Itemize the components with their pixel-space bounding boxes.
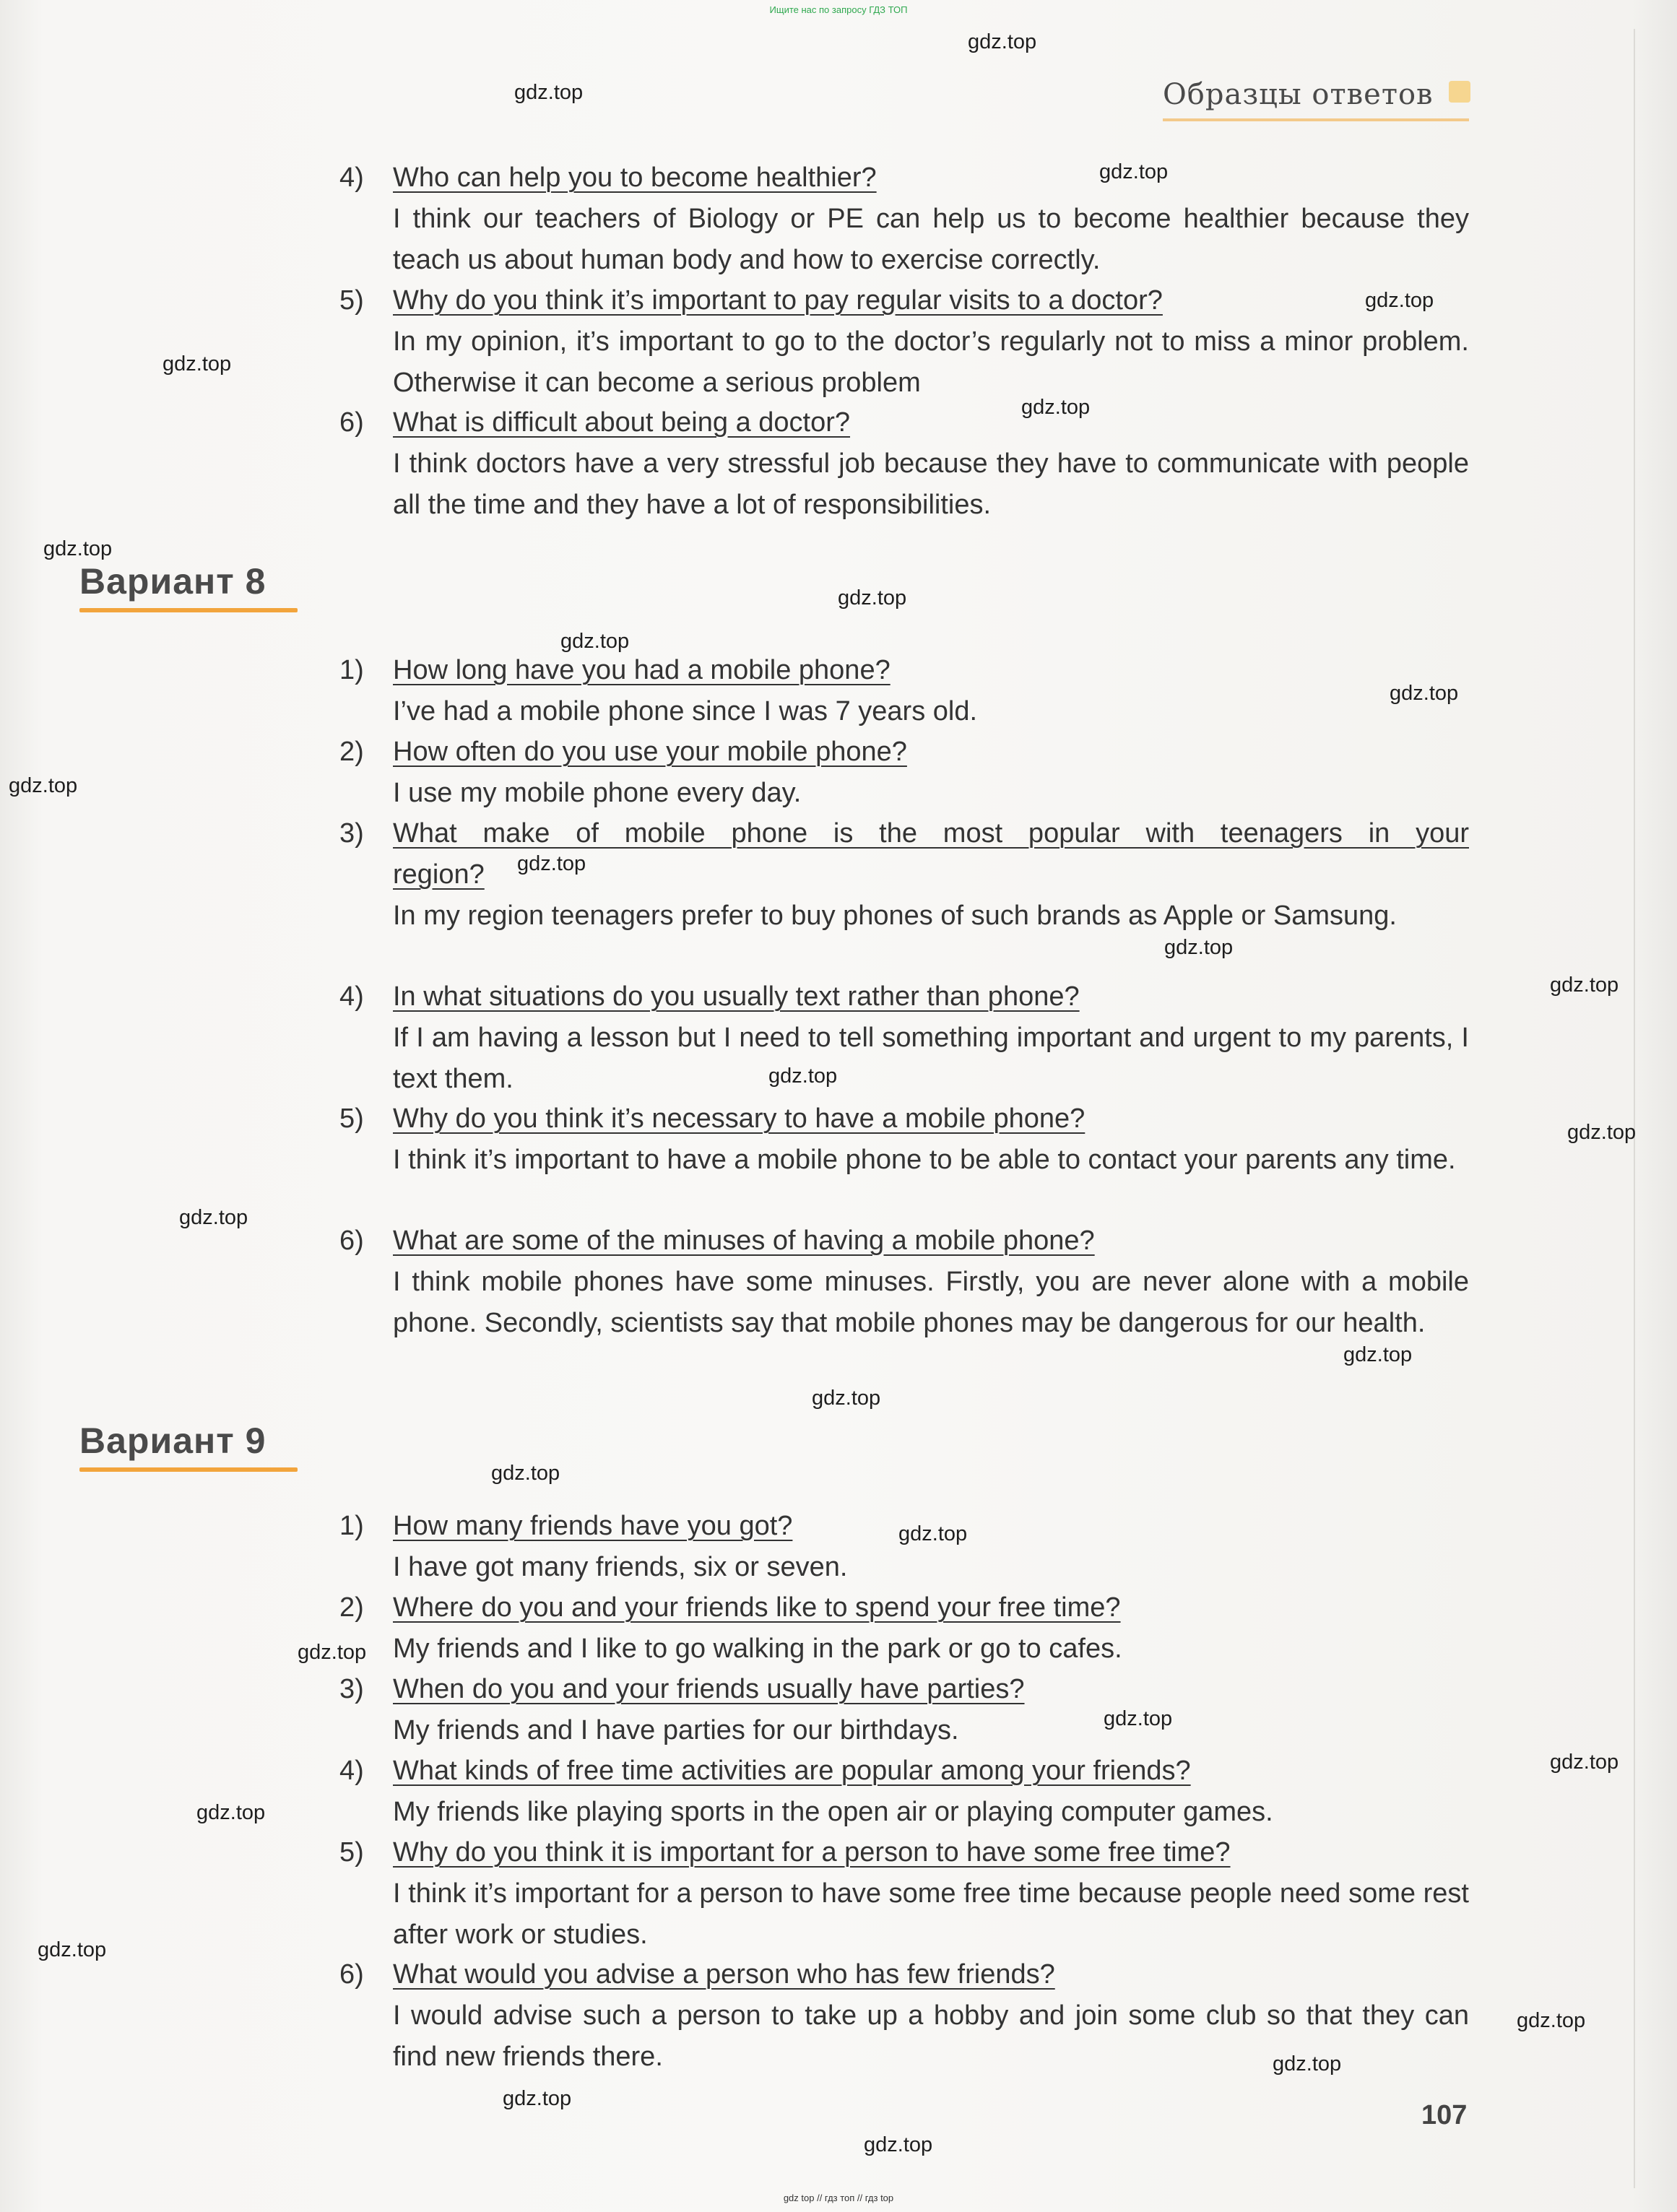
question: How many friends have you got?	[393, 1511, 793, 1541]
answer: My friends and I have parties for our birthdays.	[393, 1715, 959, 1745]
answer: I think it’s important to have a mobile phone to be able to contact your parents any time.	[393, 1145, 1456, 1175]
answer: I use my mobile phone every day.	[393, 778, 802, 808]
question: Who can help you to become healthier?	[393, 162, 877, 193]
answer: I’ve had a mobile phone since I was 7 years old.	[393, 696, 978, 727]
answer: In my opinion, it’s important to go to the doctor’s regularly not to miss a minor problem. Otherwise it can become a serious problem	[393, 326, 1469, 398]
watermark: gdz.top	[503, 2087, 572, 2110]
question: What make of mobile phone is the most popular with teenagers in your	[393, 818, 1469, 849]
watermark: gdz.top	[179, 1206, 248, 1229]
watermark: gdz.top	[9, 774, 78, 797]
item-number: 2)	[339, 737, 364, 767]
watermark: gdz.top	[560, 630, 630, 653]
watermark: gdz.top	[838, 586, 907, 610]
section-title-text: Вариант 9	[79, 1421, 266, 1461]
section-title-text: Вариант 8	[79, 561, 266, 602]
watermark: gdz.top	[1273, 2052, 1342, 2076]
answer: In my region teenagers prefer to buy phones of such brands as Apple or Samsung.	[393, 901, 1397, 931]
item-number: 1)	[339, 655, 364, 685]
answer: I think doctors have a very stressful job because they have to communicate with people all the time and they have a lot of responsibilities.	[393, 448, 1469, 520]
watermark: gdz.top	[517, 852, 586, 875]
answer: I have got many friends, six or seven.	[393, 1552, 848, 1582]
header-color-mark	[1449, 81, 1470, 103]
watermark: gdz.top	[38, 1938, 107, 1961]
answer: I think it’s important for a person to have some free time because people need some rest after work or studies.	[393, 1878, 1469, 1950]
item-number: 4)	[339, 162, 364, 193]
top-search-note: Ищите нас по запросу ГДЗ ТОП	[769, 4, 908, 15]
item-number: 5)	[339, 285, 364, 316]
page-edge-line	[1634, 29, 1635, 2188]
watermark: gdz.top	[298, 1641, 367, 1664]
watermark: gdz.top	[1099, 160, 1169, 183]
question: How long have you had a mobile phone?	[393, 655, 890, 685]
item-number: 5)	[339, 1103, 364, 1134]
watermark: gdz.top	[1104, 1707, 1173, 1730]
bottom-note: gdz top // гдз топ // гдз top	[783, 2193, 894, 2203]
watermark: gdz.top	[812, 1387, 881, 1410]
answer: My friends and I like to go walking in the park or go to cafes.	[393, 1634, 1122, 1664]
page-number: 107	[1421, 2100, 1468, 2130]
item-number: 4)	[339, 1756, 364, 1786]
question: In what situations do you usually text rather than phone?	[393, 981, 1080, 1012]
section-title-variant-8	[79, 560, 266, 602]
item-number: 6)	[339, 407, 364, 438]
section-title-underline	[79, 1467, 298, 1472]
item-number: 6)	[339, 1226, 364, 1256]
item-number: 2)	[339, 1592, 364, 1623]
question: What is difficult about being a doctor?	[393, 407, 851, 438]
answer: If I am having a lesson but I need to tell something important and urgent to my parents, I text them.	[393, 1023, 1469, 1094]
watermark: gdz.top	[1517, 2009, 1586, 2032]
question: What would you advise a person who has few friends?	[393, 1959, 1055, 1990]
answer: I think our teachers of Biology or PE can help us to become healthier because they teach us about human body and how to exercise correctly.	[393, 204, 1469, 275]
question: Why do you think it is important for a person to have some free time?	[393, 1837, 1231, 1868]
header-title: Образцы ответов	[1163, 78, 1434, 111]
watermark: gdz.top	[1550, 973, 1619, 997]
watermark: gdz.top	[1390, 682, 1459, 705]
watermark: gdz.top	[864, 2133, 933, 2156]
item-number: 5)	[339, 1837, 364, 1868]
section-title-variant-9	[79, 1420, 266, 1462]
watermark: gdz.top	[768, 1064, 838, 1088]
watermark: gdz.top	[162, 352, 232, 376]
watermark: gdz.top	[491, 1462, 560, 1485]
item-number: 1)	[339, 1511, 364, 1541]
item-number: 3)	[339, 818, 364, 849]
question: How often do you use your mobile phone?	[393, 737, 907, 767]
watermark: gdz.top	[1021, 396, 1091, 419]
question: What are some of the minuses of having a mobile phone?	[393, 1226, 1095, 1256]
watermark: gdz.top	[514, 81, 584, 104]
question: What kinds of free time activities are popular among your friends?	[393, 1756, 1191, 1786]
running-header	[1163, 75, 1469, 121]
watermark: gdz.top	[968, 30, 1037, 53]
item-number: 3)	[339, 1674, 364, 1704]
watermark: gdz.top	[43, 537, 113, 560]
answer: I would advise such a person to take up a hobby and join some club so that they can find new friends there.	[393, 2000, 1469, 2072]
watermark: gdz.top	[1164, 936, 1234, 959]
item-number: 4)	[339, 981, 364, 1012]
section-title-underline	[79, 608, 298, 612]
question: When do you and your friends usually have parties?	[393, 1674, 1025, 1704]
question: Why do you think it’s important to pay regular visits to a doctor?	[393, 285, 1163, 316]
watermark: gdz.top	[196, 1801, 266, 1824]
answer: My friends like playing sports in the open air or playing computer games.	[393, 1797, 1273, 1827]
item-number: 6)	[339, 1959, 364, 1990]
watermark: gdz.top	[1365, 289, 1434, 312]
answer: I think mobile phones have some minuses. Firstly, you are never alone with a mobile phone. Secondly, scientists say that mobile phones may be dangerous for our health.	[393, 1267, 1469, 1338]
watermark: gdz.top	[1550, 1751, 1619, 1774]
watermark: gdz.top	[1567, 1121, 1637, 1144]
question-continuation: region?	[393, 859, 485, 890]
watermark: gdz.top	[1343, 1343, 1413, 1366]
question: Where do you and your friends like to spend your free time?	[393, 1592, 1121, 1623]
watermark: gdz.top	[898, 1522, 968, 1545]
question: Why do you think it’s necessary to have a mobile phone?	[393, 1103, 1086, 1134]
